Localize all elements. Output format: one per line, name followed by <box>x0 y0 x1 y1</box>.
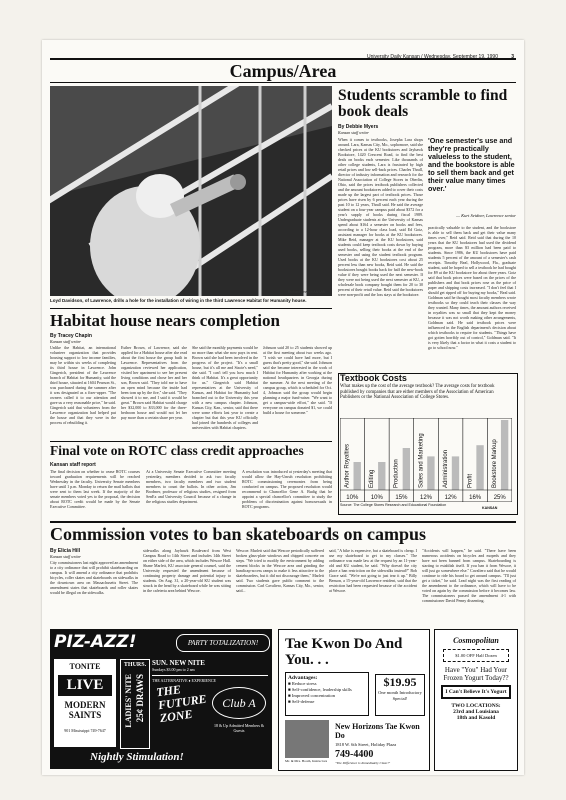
rotc-headline: Final vote on ROTC class credit approaches <box>50 443 304 458</box>
page-number: 3 <box>511 54 514 60</box>
location: 23rd and Louisiana <box>453 709 499 715</box>
chart-category-label: Author Royalties <box>344 443 351 488</box>
advantage-item: ■ Self-defense <box>288 699 315 704</box>
school-tagline: "The Difference is Immediately Clear!" <box>335 761 391 765</box>
chart-bar <box>378 462 385 490</box>
draws-price: 25¢ DRAWS <box>135 674 145 723</box>
instructors-photo <box>285 720 329 758</box>
skate-column: Wescoe. Marlett said that Wescoe periodically suffered broken glass-plate windows and chipped concrete on steps. "We tried to modify the environment by adding cement blocks in the Wescoe area and grinding the handicap-access ramps to make it less attractive to the skateboarders, but it did not discourage them," Marlett said. Two students gave public comment to the commission. Carl Cavaliero, Kansas City, Mo., senior, said... <box>236 548 324 593</box>
chart-bar <box>354 462 361 490</box>
books-headline: Students scramble to find book deals <box>338 87 508 120</box>
price-note: One month Introductory Special! <box>378 690 422 701</box>
locations-title: TWO LOCATIONS: <box>451 703 501 709</box>
habitat-column: Unlike the Habitat, an international volunteer organization that provides housing support to low income families, may be within six weeks of completing its third house in Lawrence. John Gingerich, president of the Lawrence branch of Habitat for Humanity, said the third house, situated at 1604 Pearson St., was purchased during the summer after it was designated as a fixer-upper. "The owners called it to our attention and gave us a very reasonable price," he said. Gingerich said that volunteers from the Lawrence organization had helped put the house and that they were in the process of rebuilding it. <box>50 345 116 425</box>
advantage-item: ■ Improved concentration <box>288 693 335 698</box>
school-name: New Horizons Tae Kwon Do <box>335 722 420 740</box>
skate-byline: By Elicia Hill <box>50 548 81 554</box>
rule <box>50 441 332 442</box>
habitat-column: Johnson said 20 to 25 students showed up at the first meeting about two weeks ago. "I wish we could have had more, but I guess that's pretty good," she said. Johnson said she became interested in the work of Habitat for Humanity after working at the national headquarters in Georgia during the summer. At the next meeting of the campus group, which is scheduled for Oct. 4, Johnson said the group would begin planning a major fund-raiser. "We want to get a campus-wide effort," she said. "If everyone on campus donated $1, we could build a house for someone." <box>263 345 332 415</box>
taekwondo-title: Tae Kwon Do And You. . . <box>285 636 403 668</box>
habitat-byline: By Tracey Chapin <box>50 333 92 339</box>
school-phone: 749-4400 <box>335 749 374 760</box>
rule <box>50 521 516 523</box>
chart-bar <box>501 420 508 490</box>
chart-category-label: Sales and Marketing <box>418 433 425 488</box>
chart-bar <box>427 456 434 490</box>
pizzazz-ad <box>50 629 272 769</box>
taekwondo-ad <box>278 629 430 771</box>
discount-coupon: $1.00 OFF Half Dozen <box>443 649 509 662</box>
yogurt-question: Have "You" Had Your Frozen Yogurt Today?? <box>443 666 509 682</box>
habitat-column: She said the monthly payments would be no more than what she now pays in rent. Brown said she had been involved in the progress of the project. "It's a small house, but it's all me and Stacie's need," she said. "I can't tell you how much I think of Habitat. It's a great opportunity for us." Gingerich said Habitat representatives at the University of Kansas, and Habitat for Humanity had branched out to the University this year with a new campus chapter. Johnson, Kansas City, Kan., senior, said that there were some efforts last year to create a chapter but that this year KU officially had joined the hundreds of colleges and universities with Habitat chapters. <box>192 345 258 430</box>
advantages-title: Advantages: <box>288 675 318 681</box>
chart-source: Source: The College Stores Research and Educational Foundation <box>340 503 447 507</box>
location: 18th and Kasold <box>456 715 496 721</box>
price: $19.95 <box>383 675 417 689</box>
books-byline: By Debbie Myers <box>338 124 379 130</box>
thurs-panel <box>120 659 150 749</box>
chart-bar <box>403 448 410 490</box>
thurs-label: THURS. <box>123 662 147 668</box>
chart-value-label: 12% <box>419 495 433 501</box>
party-banner: PARTY TOTALIZATION! <box>176 634 270 652</box>
chart-category-label: Editing <box>369 469 376 488</box>
chart-category-label: Administration <box>442 449 449 488</box>
rule <box>50 308 332 309</box>
books-column: practically valuable to the student, and the bookstore is able to sell them back and get their value many times over," Reid said. Reid said that during the 10 years that the KU bookstores had used the dividend program, more than $3 million had been paid to students. Since 1986, the KU bookstores have paid students 5 percent of the amount of a semester's cash receipts. Timothy Beal, Hollywood, Fla., graduate student, said he hoped to sell a textbook he had bought for $9 at the KU bookstore for about three years. Gotz said that book prices were based on the prices of the publishers and that book prices rose as the price of paper and shipping costs increased. "I don't feel that I should get ripped off for buying my books," Beal said. Goldman said he thought most faculty members wrote textbooks so they could teach their classes the way they wanted. Many times, the amount authors received in royalties was so small that they kept the money because it was not worth making other arrangements, Goldman said. He said textbook prices were influenced in the English department's decision about which textbooks to require for students. "Things have got gotten horribly out of control," Goldman said. "It is very likely that a factor in what it costs a student to go to school now." <box>428 225 516 350</box>
tonite-label: TONITE <box>69 662 101 671</box>
photo-caption: Loyd Davidson, of Lawrence, drills a hole for the installation of wiring in the third Lawrence Habitat for Humanity house. <box>50 298 307 303</box>
advantages-box <box>285 672 369 716</box>
yogurt-brand: I Can't Believe It's Yogurt <box>441 685 511 699</box>
photo-credit: Richard Lewis/KANSAN <box>288 290 326 294</box>
skate-column: said, "A bike is expensive, but a skateboard is cheap. I use my skateboard to get to my classes." The ordinance was made law at the request by an 11-year-old and KU student, he said. "Why doesn't the city place a ban restriction on the sidewalks instead?" Bob Grace said. "We're not going to just tear it up." Billy Benson, a 15-year-old Lawrence resident, said that the restriction had been requested because of the accident at Wescoe. <box>329 548 417 593</box>
habitat-column: Esther Brown, of Lawrence, said she applied for a Habitat house after she read about the first house the group built in Lawrence. Representatives from the organization reviewed her application, visited her apartment to see her present living conditions and chose her and her son, Brown said. "They told me to have an open mind because the inside had been torn up by the fire," she said. "They showed it to me, and I said it would be great." Brown said Habitat would charge her $32,000 to $33,000 for the three-bedroom house and would not let her pay more than a certain share per year. <box>121 345 187 420</box>
rotc-column: At a University Senate Executive Committee meeting yesterday, members decided to ask two faculty members, two faculty members and two student members to count the ballots. In other action, Jim Brodmer, professor of religious studies, resigned from SenEx and University Council because of a change in the religious studies department. <box>146 469 236 504</box>
chart-category-label: Profit <box>467 473 474 488</box>
chart-title: Textbook Costs <box>340 373 407 383</box>
section-title: Campus/Area <box>50 58 516 83</box>
chart-bar <box>452 456 459 490</box>
future-zone: THE FUTURE ZONE <box>155 682 208 726</box>
skate-headline: Commission votes to ban skateboards on campus <box>50 524 427 544</box>
instructors-caption: Mr. & Mrs. Booth, Instructors <box>285 759 328 763</box>
advantage-item: ■ Self-confidence, leadership skills <box>288 687 352 692</box>
construction-photo <box>50 86 332 296</box>
sun-panel <box>152 659 268 747</box>
chart-frame <box>340 418 512 502</box>
pizzazz-logo: PIZ-AZZ! <box>54 632 137 652</box>
chart-bar <box>476 445 483 490</box>
publication-line: University Daily Kansan / Wednesday, September 19, 1990 <box>367 54 498 60</box>
yogurt-logo: Cosmopolitan <box>453 636 499 645</box>
chart-value-label: 16% <box>469 495 482 501</box>
sun-detail: Sundays $3.00 pm to 2 am <box>152 667 195 672</box>
chart-footer: KANSAN <box>482 506 498 510</box>
pizzazz-tagline: Nightly Stimulation! <box>90 751 184 763</box>
ladies-night: LADIES' NITE <box>124 674 133 728</box>
skate-column: sidewalks along Jayhawk Boulevard from West Campus Road to 14th Street and includes 14th Street on either side of the area, which includes Wescoe Hall. Shane Marlett, KU associate general counsel, said the University requested the amendment because of continuing property damage and potential injury to students. On Aug. 31, a 20-year-old KU student was struck in the head by a skateboard while he was sitting in the cafeteria area behind Wescoe. <box>143 548 231 593</box>
price-box <box>375 674 425 716</box>
construction-photo-graphic <box>50 86 332 296</box>
sun-label: SUN. <box>152 659 168 667</box>
skate-column: City commissioners last night approved an amendment to a city ordinance that will prohibit skateboarding on campus. It will amend a city ordinance that prohibits bicycles, roller skates and skateboards on sidewalks in the downtown area on Massachusetts Street. The amendment states that skateboards and roller skates would be illegal on the sidewalks. <box>50 560 138 595</box>
sun-sub: NEW NITE <box>169 659 205 667</box>
chart-value-label: 12% <box>444 495 457 501</box>
chart-value-label: 10% <box>346 495 359 501</box>
band-name: MODERN SAINTS <box>64 700 106 720</box>
chart-category-label: Bookstore Markup <box>492 439 499 488</box>
chart-description: What makes up the cost of the average textbook? The average costs for textbook published by companies that are either members of the Association of American Publishers or the National Association of College Stores. <box>340 384 495 400</box>
books-column: When it comes to textbooks, Josepha Lara shops around. Lara, Kansas City, Mo., sophomore, said she checked prices at the KU bookstores and Jayhawk Bookstore, 1420 Crescent Road, to find the best deals on books each semester. Like thousands of other college students, Lara is frustrated by high retail prices and low sell-back prices. Charles Thrall, director of industry information and research for the National Association of College Stores in Oberlin, Ohio, said the prices textbook publishers collected and the amount bookstores added to cover their costs made up the largest part of textbook prices. Those prices have risen by 6 percent each year during the past 10 to 12 years, Thrall said. He said the average student on a four-year campus paid about $372 for a year's supply of books during fiscal 1989. Undergraduate students at the University of Kansas spend about $164 a semester on books and fees, according to a 12-hour class load, said Ed Gotz, assistant manager for books at the KU bookstores. Mike Reid, manager at the KU bookstores, said students could keep textbook costs down by buying used books, selling their books at the end of the semester and using the student textbook program. Used books at the KU bookstores cost about 25 percent less than new books, Reid said. He said the bookstores bought books back for half the new-book value if they were being used the next semester. If they were not being used the next semester at KU, a wholesale book company bought them for 20 to 30 percent of their retail value. Reid said the bookstores were non-profit and the loss stays at the bookstore. <box>338 137 423 297</box>
rotc-column: The final decision on whether to cease ROTC courses toward graduation requirements will be reached Wednesday in the faculty. University Senate members have until 1 p.m. Monday to return the mail ballots that were sent to them last week. If the majority of the senate members voted yes to the proposal, the decision about ROTC credit would be made by the Senate Executive Committee. <box>50 469 140 509</box>
pull-quote-attribution: — Kurt Seidner, Lawrence senior <box>456 213 516 218</box>
pull-quote: 'One semester's use and they're practically valueless to the student, and the bookstore is able to sell them back and get their value many times over.' <box>428 136 515 193</box>
rotc-byline: Kansan staff report <box>50 462 96 468</box>
live-label: LIVE <box>58 675 112 696</box>
chart-value-label: 25% <box>493 495 506 501</box>
chart-category-label: Production <box>393 459 400 488</box>
pizzazz-address: 901 Mississippi 749-7647 <box>64 728 106 733</box>
club-detail: 18 & Up Admitted Members & Guests <box>213 723 265 733</box>
rotc-column: A resolution was introduced at yesterday's meeting that would allow the Hay-Unruh resolution prohibiting ROTC commissioning ceremonies from being conducted on campus. The proposed resolution would recommend to Chancellor Gene A. Budig that he appoint a special chancellor's committee to study the problems of discrimination against homosexuals in ROTC programs. <box>242 469 332 509</box>
books-role: Kansan staff writer <box>338 130 369 135</box>
habitat-role: Kansan staff writer <box>50 339 81 344</box>
chart-plot <box>340 418 512 502</box>
advantage-item: ■ Reduce stress <box>288 681 317 686</box>
club-a-logo: Club A <box>212 687 266 719</box>
school-address: 1818 W. 6th Street, Holiday Plaza <box>335 742 397 747</box>
alt-header: THE ALTERNATIVE ♦ EXPERIENCE <box>152 675 268 683</box>
newspaper-page <box>42 40 524 775</box>
yogurt-ad <box>434 629 518 771</box>
skate-column: "Accidents will happen," he said. "There have been numerous accidents on bicycles and mopeds and they have not been banned from campus. Skateboarding is starting to establish itself. If you ban it from Wescoe, it will just go somewhere else." Cavaliero said that he would continue to ride his board to get around campus. "I'll just get a ticket," he said. Lead night was the first reading of the amendment to the ordinance, which will have to be voted on again by the commission before it becomes law. The commissioners passed the amendment 4-1 with commissioner David Penny dissenting. <box>422 548 516 603</box>
habitat-headline: Habitat house nears completion <box>50 311 280 330</box>
chart-value-label: 10% <box>370 495 383 501</box>
skate-role: Kansan staff writer <box>50 554 81 559</box>
tonite-panel <box>54 659 116 747</box>
chart-value-label: 15% <box>395 495 408 501</box>
